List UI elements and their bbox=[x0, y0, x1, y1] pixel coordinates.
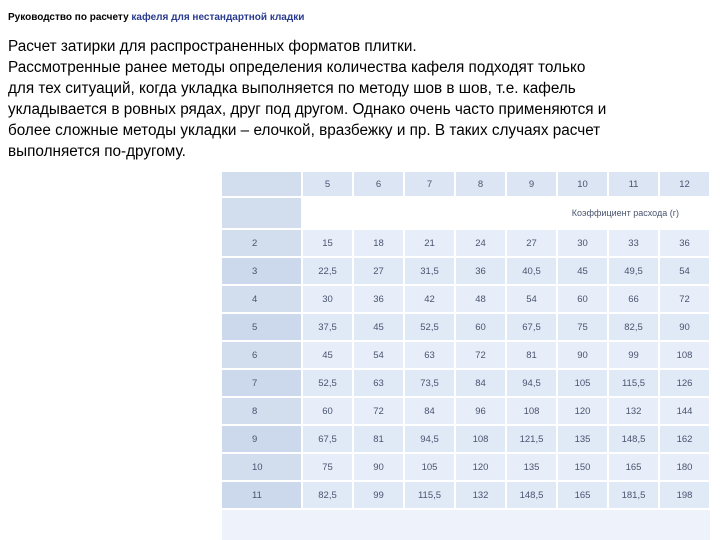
page-header bbox=[8, 12, 304, 23]
table-cell: 132 bbox=[608, 397, 659, 425]
table-cell: 96 bbox=[455, 397, 506, 425]
table-cell: 165 bbox=[608, 453, 659, 481]
table-cell: 132 bbox=[455, 481, 506, 509]
table-cell: 30 bbox=[557, 229, 608, 257]
table-cell: 126 bbox=[659, 369, 710, 397]
table-cell: 54 bbox=[353, 341, 404, 369]
table-cell: 52,5 bbox=[302, 369, 353, 397]
table-cell: 180 bbox=[659, 453, 710, 481]
table-cell: 27 bbox=[506, 229, 557, 257]
table-cell: 72 bbox=[659, 285, 710, 313]
coefficient-table bbox=[222, 172, 710, 510]
table-cell: 121,5 bbox=[506, 425, 557, 453]
row-label: 7 bbox=[222, 369, 302, 397]
body-line: Рассмотренные ранее методы определения количества кафеля подходят только bbox=[8, 59, 586, 76]
table-cell: 40,5 bbox=[506, 257, 557, 285]
table-row bbox=[222, 341, 710, 369]
table-header-row bbox=[222, 172, 710, 197]
table-row bbox=[222, 397, 710, 425]
table-title: Коэффициент расхода (г) bbox=[302, 197, 710, 229]
row-label: 2 bbox=[222, 229, 302, 257]
table-cell: 90 bbox=[557, 341, 608, 369]
table-cell: 72 bbox=[353, 397, 404, 425]
table-cell: 63 bbox=[353, 369, 404, 397]
body-text bbox=[8, 36, 712, 162]
table-cell: 81 bbox=[353, 425, 404, 453]
table-cell: 165 bbox=[557, 481, 608, 509]
table-cell: 120 bbox=[557, 397, 608, 425]
table-cell: 54 bbox=[506, 285, 557, 313]
table-cell: 60 bbox=[302, 397, 353, 425]
table-row bbox=[222, 313, 710, 341]
table-cell: 18 bbox=[353, 229, 404, 257]
table-cell: 90 bbox=[353, 453, 404, 481]
table-row bbox=[222, 481, 710, 509]
table-cell: 105 bbox=[557, 369, 608, 397]
table-cell: 45 bbox=[353, 313, 404, 341]
table-cell: 94,5 bbox=[506, 369, 557, 397]
body-line: выполняется по-другому. bbox=[8, 143, 186, 160]
header-highlight: кафеля для нестандартной кладки bbox=[131, 12, 305, 23]
table-cell: 198 bbox=[659, 481, 710, 509]
table-cell: 108 bbox=[455, 425, 506, 453]
table-cell: 52,5 bbox=[404, 313, 455, 341]
table-row bbox=[222, 229, 710, 257]
row-label: 4 bbox=[222, 285, 302, 313]
column-header: 12 bbox=[659, 172, 710, 197]
table-cell: 36 bbox=[659, 229, 710, 257]
table-cell: 115,5 bbox=[608, 369, 659, 397]
table-cell: 84 bbox=[404, 397, 455, 425]
row-label: 11 bbox=[222, 481, 302, 509]
column-header: 7 bbox=[404, 172, 455, 197]
table-corner-cell bbox=[222, 197, 302, 229]
table-cell: 150 bbox=[557, 453, 608, 481]
table-cell: 36 bbox=[353, 285, 404, 313]
table-cell: 30 bbox=[302, 285, 353, 313]
table-cell: 135 bbox=[557, 425, 608, 453]
table-cell: 27 bbox=[353, 257, 404, 285]
table-row bbox=[222, 425, 710, 453]
table-cell: 99 bbox=[608, 341, 659, 369]
body-line: укладывается в ровных рядах, друг под другом. Однако очень часто применяются и bbox=[8, 101, 607, 118]
column-header: 9 bbox=[506, 172, 557, 197]
table-cell: 66 bbox=[608, 285, 659, 313]
table-cell: 115,5 bbox=[404, 481, 455, 509]
table-cell: 72 bbox=[455, 341, 506, 369]
row-label: 6 bbox=[222, 341, 302, 369]
table-cell: 135 bbox=[506, 453, 557, 481]
table-cell: 49,5 bbox=[608, 257, 659, 285]
table-cell: 108 bbox=[659, 341, 710, 369]
table-cell: 37,5 bbox=[302, 313, 353, 341]
coefficient-table-image bbox=[222, 172, 710, 540]
table-cell: 94,5 bbox=[404, 425, 455, 453]
header-prefix: Руководство по расчету bbox=[8, 12, 132, 23]
table-cell: 73,5 bbox=[404, 369, 455, 397]
table-cell: 36 bbox=[455, 257, 506, 285]
table-cell: 105 bbox=[404, 453, 455, 481]
table-row bbox=[222, 453, 710, 481]
column-header: 6 bbox=[353, 172, 404, 197]
column-header: 10 bbox=[557, 172, 608, 197]
row-label: 9 bbox=[222, 425, 302, 453]
table-cell: 45 bbox=[302, 341, 353, 369]
table-cell: 54 bbox=[659, 257, 710, 285]
table-cell: 120 bbox=[455, 453, 506, 481]
table-cell: 162 bbox=[659, 425, 710, 453]
table-cell: 15 bbox=[302, 229, 353, 257]
column-header: 8 bbox=[455, 172, 506, 197]
table-row bbox=[222, 285, 710, 313]
table-cell: 90 bbox=[659, 313, 710, 341]
table-title-row bbox=[222, 197, 710, 229]
table-cell: 45 bbox=[557, 257, 608, 285]
table-cell: 67,5 bbox=[302, 425, 353, 453]
row-label: 3 bbox=[222, 257, 302, 285]
table-cell: 82,5 bbox=[302, 481, 353, 509]
table-cell: 31,5 bbox=[404, 257, 455, 285]
table-cell: 33 bbox=[608, 229, 659, 257]
table-cell: 67,5 bbox=[506, 313, 557, 341]
table-cell: 148,5 bbox=[506, 481, 557, 509]
table-cell: 60 bbox=[557, 285, 608, 313]
row-label: 8 bbox=[222, 397, 302, 425]
table-cell: 144 bbox=[659, 397, 710, 425]
table-cell: 75 bbox=[557, 313, 608, 341]
table-cell: 181,5 bbox=[608, 481, 659, 509]
table-cell: 22,5 bbox=[302, 257, 353, 285]
table-cell: 108 bbox=[506, 397, 557, 425]
column-header: 11 bbox=[608, 172, 659, 197]
table-cell: 42 bbox=[404, 285, 455, 313]
body-line: более сложные методы укладки – елочкой, вразбежку и пр. В таких случаях расчет bbox=[8, 122, 601, 139]
table-cell: 99 bbox=[353, 481, 404, 509]
body-line: для тех ситуаций, когда укладка выполняется по методу шов в шов, т.е. кафель bbox=[8, 80, 576, 97]
table-cell: 24 bbox=[455, 229, 506, 257]
table-cell: 21 bbox=[404, 229, 455, 257]
table-cell: 82,5 bbox=[608, 313, 659, 341]
column-header: 5 bbox=[302, 172, 353, 197]
table-cell: 81 bbox=[506, 341, 557, 369]
table-row bbox=[222, 369, 710, 397]
body-line: Расчет затирки для распространенных форматов плитки. bbox=[8, 38, 417, 55]
row-label: 5 bbox=[222, 313, 302, 341]
table-cell: 75 bbox=[302, 453, 353, 481]
row-label: 10 bbox=[222, 453, 302, 481]
table-row bbox=[222, 257, 710, 285]
table-cell: 63 bbox=[404, 341, 455, 369]
table-cell: 60 bbox=[455, 313, 506, 341]
table-cell: 48 bbox=[455, 285, 506, 313]
table-corner-cell bbox=[222, 172, 302, 197]
table-cell: 148,5 bbox=[608, 425, 659, 453]
table-cell: 84 bbox=[455, 369, 506, 397]
